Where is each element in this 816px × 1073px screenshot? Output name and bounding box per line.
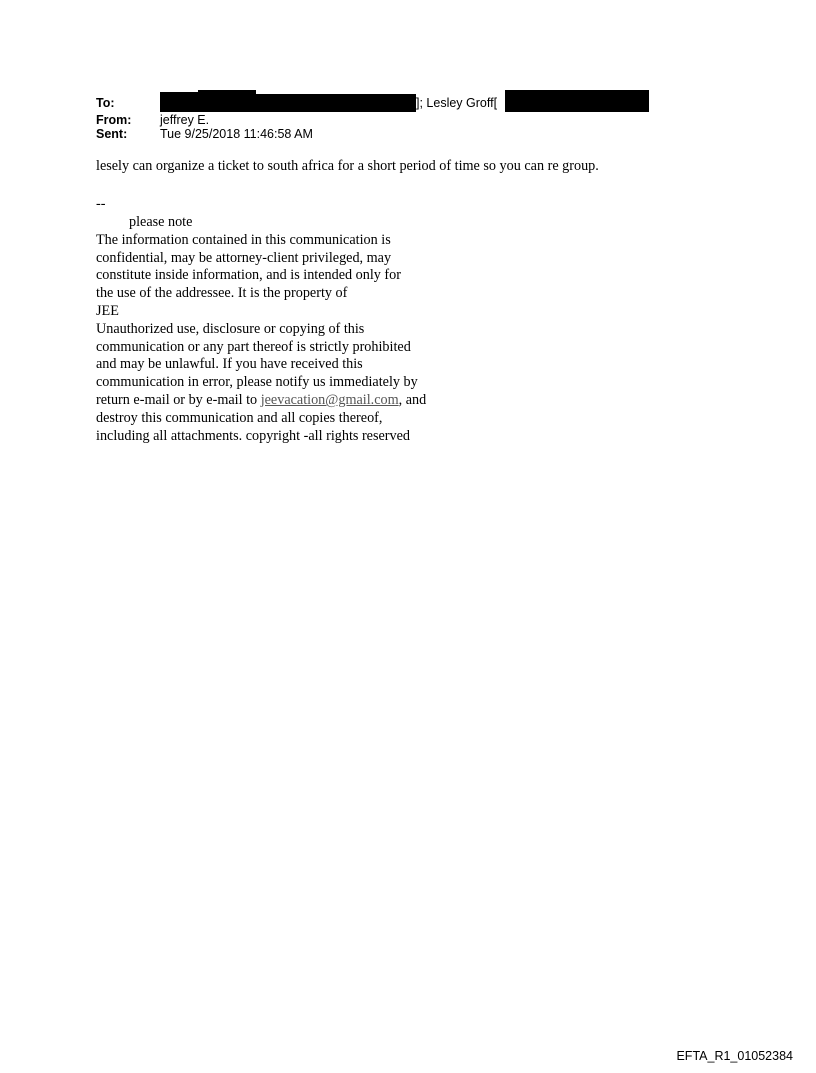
- disclaimer-line: the use of the addressee. It is the property of: [96, 285, 348, 302]
- sent-label: Sent:: [96, 127, 128, 141]
- disclaimer-line: please note: [129, 214, 193, 230]
- email-link[interactable]: jeevacation@gmail.com: [260, 391, 399, 408]
- redaction-block: [256, 94, 416, 112]
- document-id: EFTA_R1_01052384: [676, 1049, 793, 1063]
- disclaimer-line: destroy this communication and all copies thereof,: [96, 409, 383, 426]
- disclaimer-line: constitute inside information, and is intended only for: [96, 267, 401, 284]
- from-row: [96, 113, 496, 127]
- redaction-block: [160, 92, 198, 112]
- disclaimer-line-with-email: [96, 392, 426, 410]
- message-body: lesely can organize a ticket to south africa for a short period of time so you can re group.: [96, 158, 599, 174]
- disclaimer-line: communication or any part thereof is strictly prohibited: [96, 338, 411, 355]
- redaction-block: [198, 90, 256, 112]
- disclaimer-line: Unauthorized use, disclosure or copying of this: [96, 320, 365, 337]
- to-separator: ]; Lesley Groff[: [416, 96, 498, 110]
- sent-row: [96, 127, 496, 141]
- from-value: jeffrey E.: [160, 113, 210, 127]
- disclaimer-line: JEE: [96, 302, 119, 319]
- disclaimer-line: including all attachments. copyright -all rights reserved: [96, 427, 411, 444]
- disclaimer-line: communication in error, please notify us immediately by: [96, 374, 418, 391]
- disclaimer-line: The information contained in this communication is: [96, 231, 391, 248]
- signature-separator: --: [96, 196, 106, 212]
- email-prefix-text: return e-mail or by e-mail to: [96, 391, 261, 408]
- sent-value: Tue 9/25/2018 11:46:58 AM: [160, 127, 313, 141]
- redaction-block: [505, 90, 649, 112]
- disclaimer-block: [96, 214, 426, 445]
- disclaimer-line: confidential, may be attorney-client privileged, may: [96, 249, 392, 266]
- from-label: From:: [96, 113, 132, 127]
- email-suffix-text: , and: [398, 391, 427, 408]
- to-row: [96, 96, 796, 112]
- disclaimer-line: and may be unlawful. If you have received this: [96, 356, 363, 373]
- to-label: To:: [96, 96, 115, 110]
